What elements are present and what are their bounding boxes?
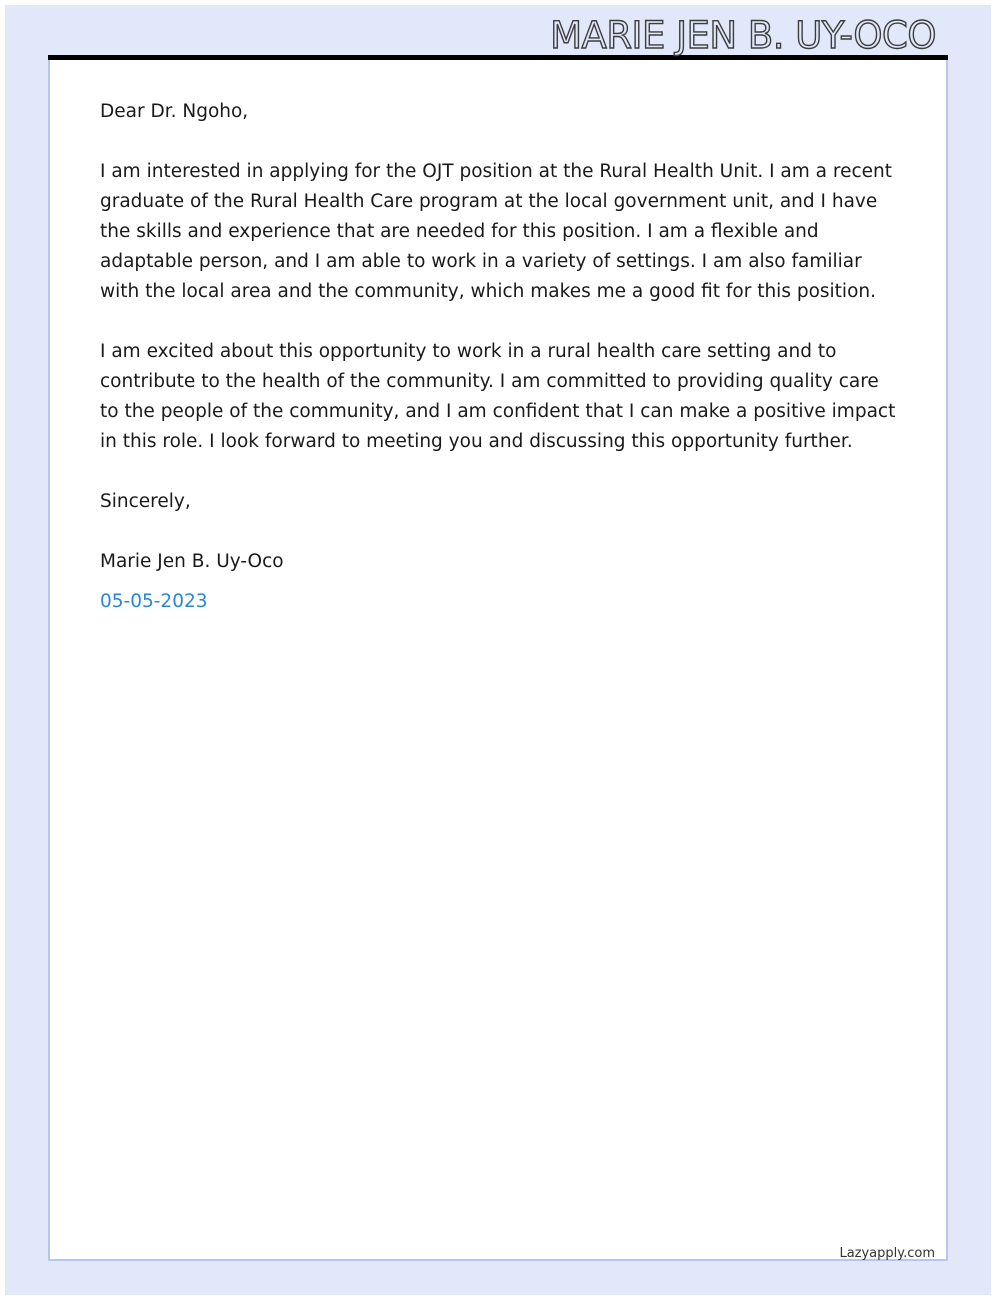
closing: Sincerely,	[100, 491, 191, 512]
footer-brand: Lazyapply.com	[839, 1246, 935, 1261]
cover-letter-body	[100, 97, 900, 617]
paragraph-2: I am excited about this opportunity to work in a rural health care setting and to contribute to the health of the community. I am committed to providing quality care to the people of the community, and I am confident that I can make a positive impact in this role. I look forward to meeting you and discussing this opportunity further.	[100, 341, 896, 452]
letter-date: 05-05-2023	[100, 591, 208, 612]
applicant-name-heading: MARIE JEN B. UY-OCO	[550, 14, 936, 57]
paragraph-1: I am interested in applying for the OJT position at the Rural Health Unit. I am a recent graduate of the Rural Health Care program at the local government unit, and I have the skills and experience that are needed for this position. I am a flexible and adaptable person, and I am able to work in a variety of settings. I am also familiar with the local area and the community, which makes me a good fit for this position.	[100, 161, 892, 302]
signer-name: Marie Jen B. Uy-Oco	[100, 551, 284, 572]
salutation: Dear Dr. Ngoho,	[100, 101, 249, 122]
